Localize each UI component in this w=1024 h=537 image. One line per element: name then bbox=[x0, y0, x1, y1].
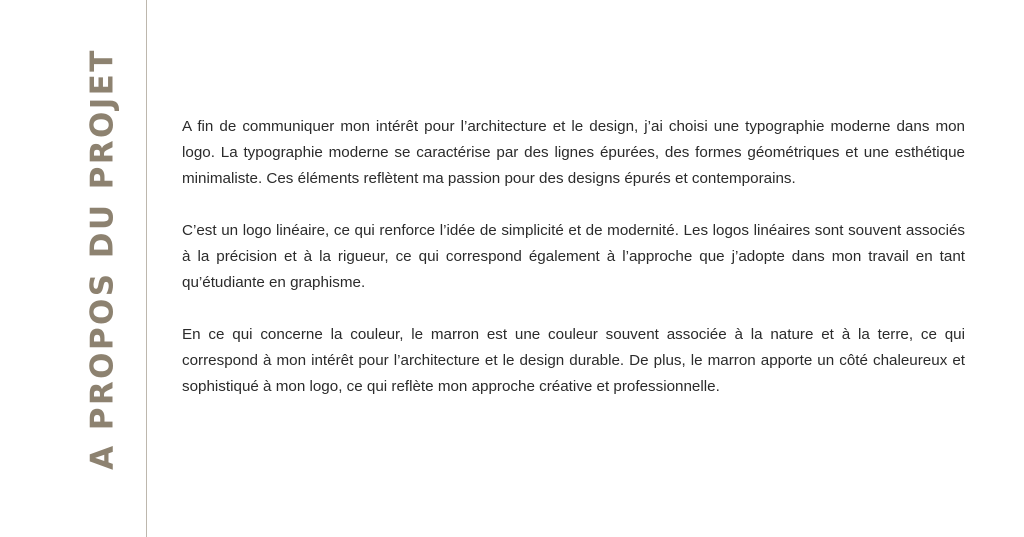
paragraph-linear-logo: C’est un logo linéaire, ce qui renforce l’idée de simplicité et de modernité. Les logos linéaires sont souvent associés à la précision et à la rigueur, ce qui correspond également à l’approche que j’adopte dans mon travail en tant qu’étudiante en graphisme. bbox=[182, 222, 965, 291]
paragraph-color: En ce qui concerne la couleur, le marron est une couleur souvent associée à la nature et à la terre, ce qui correspond à mon intérêt pour l’architecture et le design durable. De plus, le marron apporte un côté chaleureux et sophistiqué à mon logo, ce qui reflète mon approche créative et professionnelle. bbox=[182, 326, 965, 395]
sidebar bbox=[0, 0, 146, 537]
paragraph-typography: A fin de communiquer mon intérêt pour l’architecture et le design, j’ai choisi une typographie moderne dans mon logo. La typographie moderne se caractérise par des lignes épurées, des formes géométriques et une esthétique minimaliste. Ces éléments reflètent ma passion pour des designs épurés et contemporains. bbox=[182, 118, 965, 187]
vertical-divider bbox=[146, 0, 147, 537]
section-title: A PROPOS DU PROJET bbox=[84, 48, 121, 470]
main-content bbox=[182, 114, 965, 426]
